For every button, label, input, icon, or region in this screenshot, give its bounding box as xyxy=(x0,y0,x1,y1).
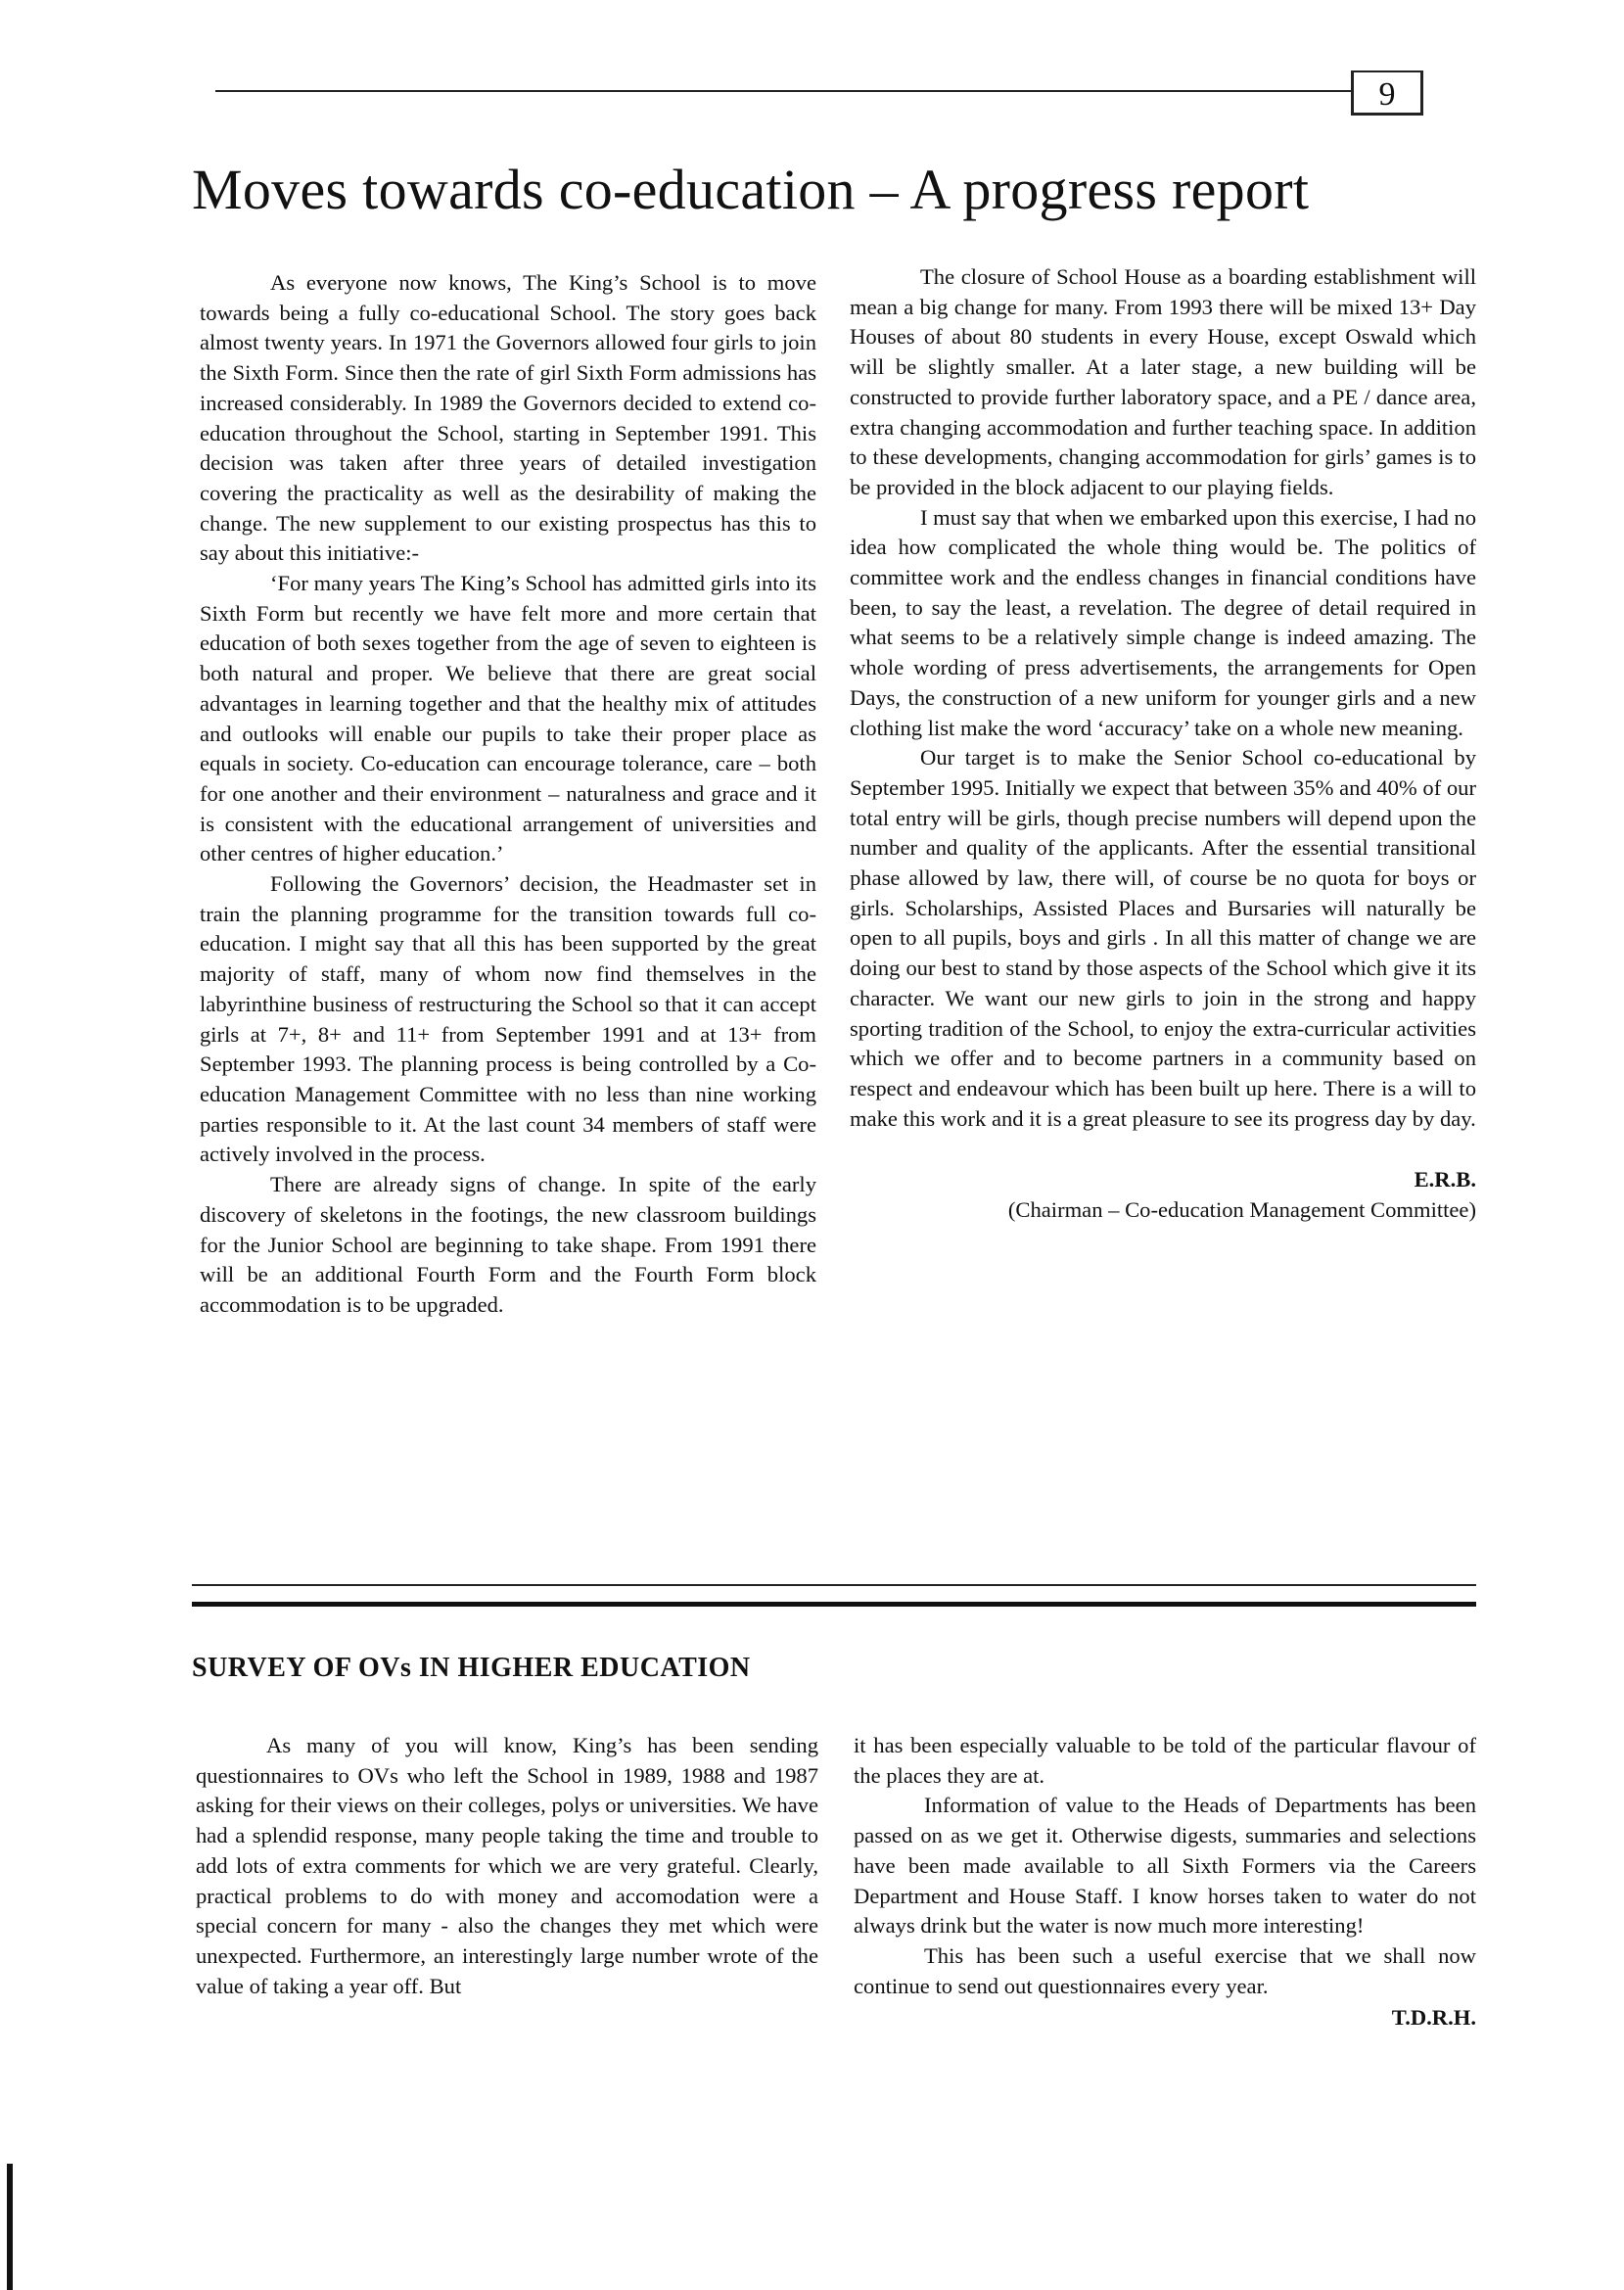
article-signature-role: (Chairman – Co-education Management Committee) xyxy=(1007,1197,1476,1223)
page-number: 9 xyxy=(1351,70,1423,116)
section-divider-thick xyxy=(192,1602,1476,1607)
article-right-column xyxy=(850,262,1476,1226)
survey-paragraph: Information of value to the Heads of Departments has been passed on as we get it. Otherwise digests, summaries and selections have been made available to all Sixth Formers via the Careers Department and House Staff. I know horses taken to water do not always drink but the water is now much more interesting! xyxy=(854,1793,1476,1939)
survey-title: SURVEY OF OVs IN HIGHER EDUCATION xyxy=(192,1653,751,1683)
article-paragraph: I must say that when we embarked upon this exercise, I had no idea how complicated the whole thing would be. The politics of committee work and the endless changes in financial conditions have been, to say the least, a revelation. The degree of detail required in what seems to be a relatively simple change is indeed amazing. The whole wording of press advertisements, the arrangements for Open Days, the construction of a new uniform for younger girls and a new clothing list make the word ‘accuracy’ take on a whole new meaning. xyxy=(850,504,1476,740)
survey-signature: T.D.R.H. xyxy=(1391,2005,1476,2031)
article-left-column xyxy=(200,268,816,1321)
survey-paragraph: As many of you will know, King’s has been sending questionnaires to OVs who left the School in 1989, 1988 and 1987 asking for their views on their colleges, polys or universities. We have had a splendid response, many people taking the time and trouble to add lots of extra comments for which we are very grateful. Clearly, practical problems to do with money and accomodation were a special concern for many - also the changes they met which were unexpected. Furthermore, an interestingly large number wrote of the value of taking a year off. But xyxy=(196,1733,818,1998)
survey-left-column xyxy=(196,1731,818,2001)
article-paragraph: Following the Governors’ decision, the Headmaster set in train the planning programme for the transition towards full co-education. I might say that all this has been supported by the great majority of staff, many of whom now find themselves in the labyrinthine business of restructuring the School so that it can accept girls at 7+, 8+ and 11+ from September 1991 and at 13+ from September 1993. The planning process is being controlled by a Co-education Management Committee with no less than nine working parties responsible to it. At the last count 34 members of staff were actively involved in the process. xyxy=(200,871,816,1167)
scan-margin-mark xyxy=(7,2164,13,2290)
article-paragraph: There are already signs of change. In spite of the early discovery of skeletons in the footings, the new classroom buildings for the Junior School are beginning to take shape. From 1991 there will be an additional Fourth Form and the Fourth Form block accommodation is to be upgraded. xyxy=(200,1172,816,1317)
article-paragraph: Our target is to make the Senior School co-educational by September 1995. Initially we expect that between 35% and 40% of our total entry will be girls, though precise numbers will depend upon the number and quality of the applicants. After the essential transitional phase allowed by law, there will, of course be no quota for boys or girls. Scholarships, Assisted Places and Bursaries will naturally be open to all pupils, boys and girls . In all this matter of change we are doing our best to stand by those aspects of the School which give it its character. We want our new girls to join in the strong and happy sporting tradition of the School, to enjoy the extra-curricular activities which we offer and to become partners in a community based on respect and endeavour which has been built up here. There is a will to make this work and it is a great pleasure to see its progress day by day. xyxy=(850,745,1476,1131)
survey-right-column xyxy=(854,1731,1476,2033)
section-divider-thin xyxy=(192,1584,1476,1586)
article-signature: E.R.B. xyxy=(1414,1167,1476,1192)
article-paragraph: ‘For many years The King’s School has admitted girls into its Sixth Form but recently we have felt more and more certain that education of both sexes together from the age of seven to eighteen is both natural and proper. We believe that there are great social advantages in learning together and that the healthy mix of attitudes and outlooks will enable our pupils to take their proper place as equals in society. Co-education can encourage tolerance, care – both for one another and their environment – naturalness and grace and it is consistent with the educational arrangement of universities and other centres of higher education.’ xyxy=(200,571,816,866)
article-title: Moves towards co-education – A progress report xyxy=(192,158,1310,221)
survey-paragraph: This has been such a useful exercise that we shall now continue to send out questionnaires every year. xyxy=(854,1942,1476,1998)
article-paragraph: As everyone now knows, The King’s School is to move towards being a fully co-educational School. The story goes back almost twenty years. In 1971 the Governors allowed four girls to join the Sixth Form. Since then the rate of girl Sixth Form admissions has increased considerably. In 1989 the Governors decided to extend co-education throughout the School, starting in September 1991. This decision was taken after three years of detailed investigation covering the practicality as well as the desirability of making the change. The new supplement to our existing prospectus has this to say about this initiative:- xyxy=(200,270,816,566)
article-paragraph: The closure of School House as a boarding establishment will mean a big change for many. From 1993 there will be mixed 13+ Day Houses of about 80 students in every House, except Oswald which will be slightly smaller. At a later stage, a new building will be constructed to provide further laboratory space, and a PE / dance area, extra changing accommodation and further teaching space. In addition to these developments, changing accommodation for girls’ games is to be provided in the block adjacent to our playing fields. xyxy=(850,264,1476,499)
survey-paragraph: it has been especially valuable to be told of the particular flavour of the places they are at. xyxy=(854,1733,1476,1788)
header-rule xyxy=(215,90,1351,92)
